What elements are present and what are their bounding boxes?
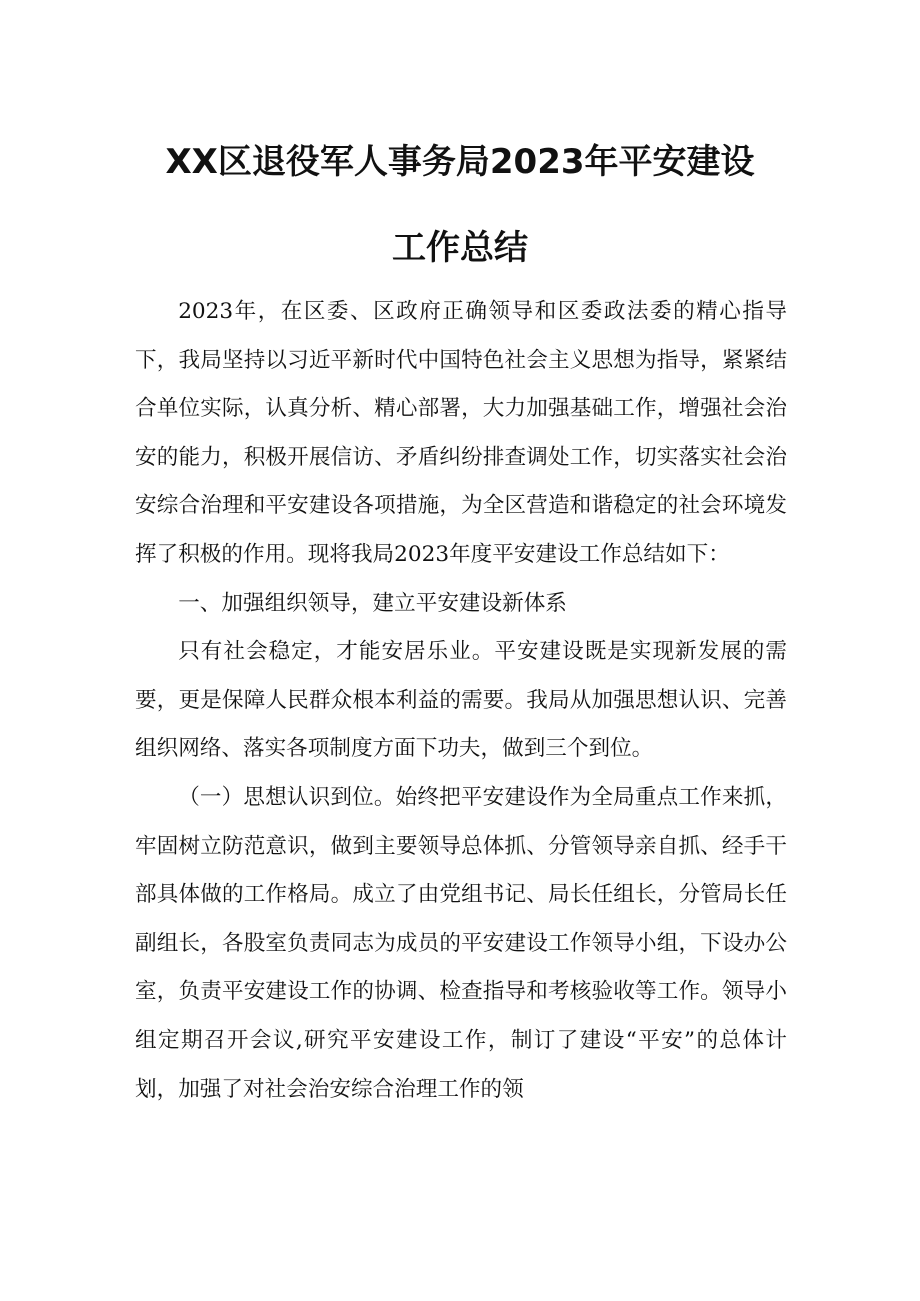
paragraph-intro: 2023年，在区委、区政府正确领导和区委政法委的精心指导下，我局坚持以习近平新时代中国特色社会主义思想为指导，紧紧结合单位实际，认真分析、精心部署，大力加强基础工作，增强社会治安的能力，积极开展信访、矛盾纠纷排查调处工作，切实落实社会治安综合治理和平安建设各项措施，为全区营造和谐稳定的社会环境发挥了积极的作用。现将我局2023年度平安建设工作总结如下： [135,299,787,567]
document-body [135,288,787,1114]
document-title-line-1: XX区退役军人事务局2023年平安建设 [165,142,755,182]
paragraph-subsection-1: （一）思想认识到位。始终把平安建设作为全局重点工作来抓，牢固树立防范意识，做到主要领导总体抓、分管领导亲自抓、经手干部具体做的工作格局。成立了由党组书记、局长任组长，分管局长任副组长，各股室负责同志为成员的平安建设工作领导小组，下设办公室，负责平安建设工作的协调、检查指导和考核验收等工作。领导小组定期召开会议,研究平安建设工作，制订了建设“平安”的总体计划，加强了对社会治安综合治理工作的领 [135,784,787,1102]
section-heading-1: 一、加强组织领导，建立平安建设新体系 [178,590,567,616]
document-title-line-2: 工作总结 [392,228,528,268]
paragraph-section-1: 只有社会稳定，才能安居乐业。平安建设既是实现新发展的需要，更是保障人民群众根本利益的需要。我局从加强思想认识、完善组织网络、落实各项制度方面下功夫，做到三个到位。 [135,639,787,762]
